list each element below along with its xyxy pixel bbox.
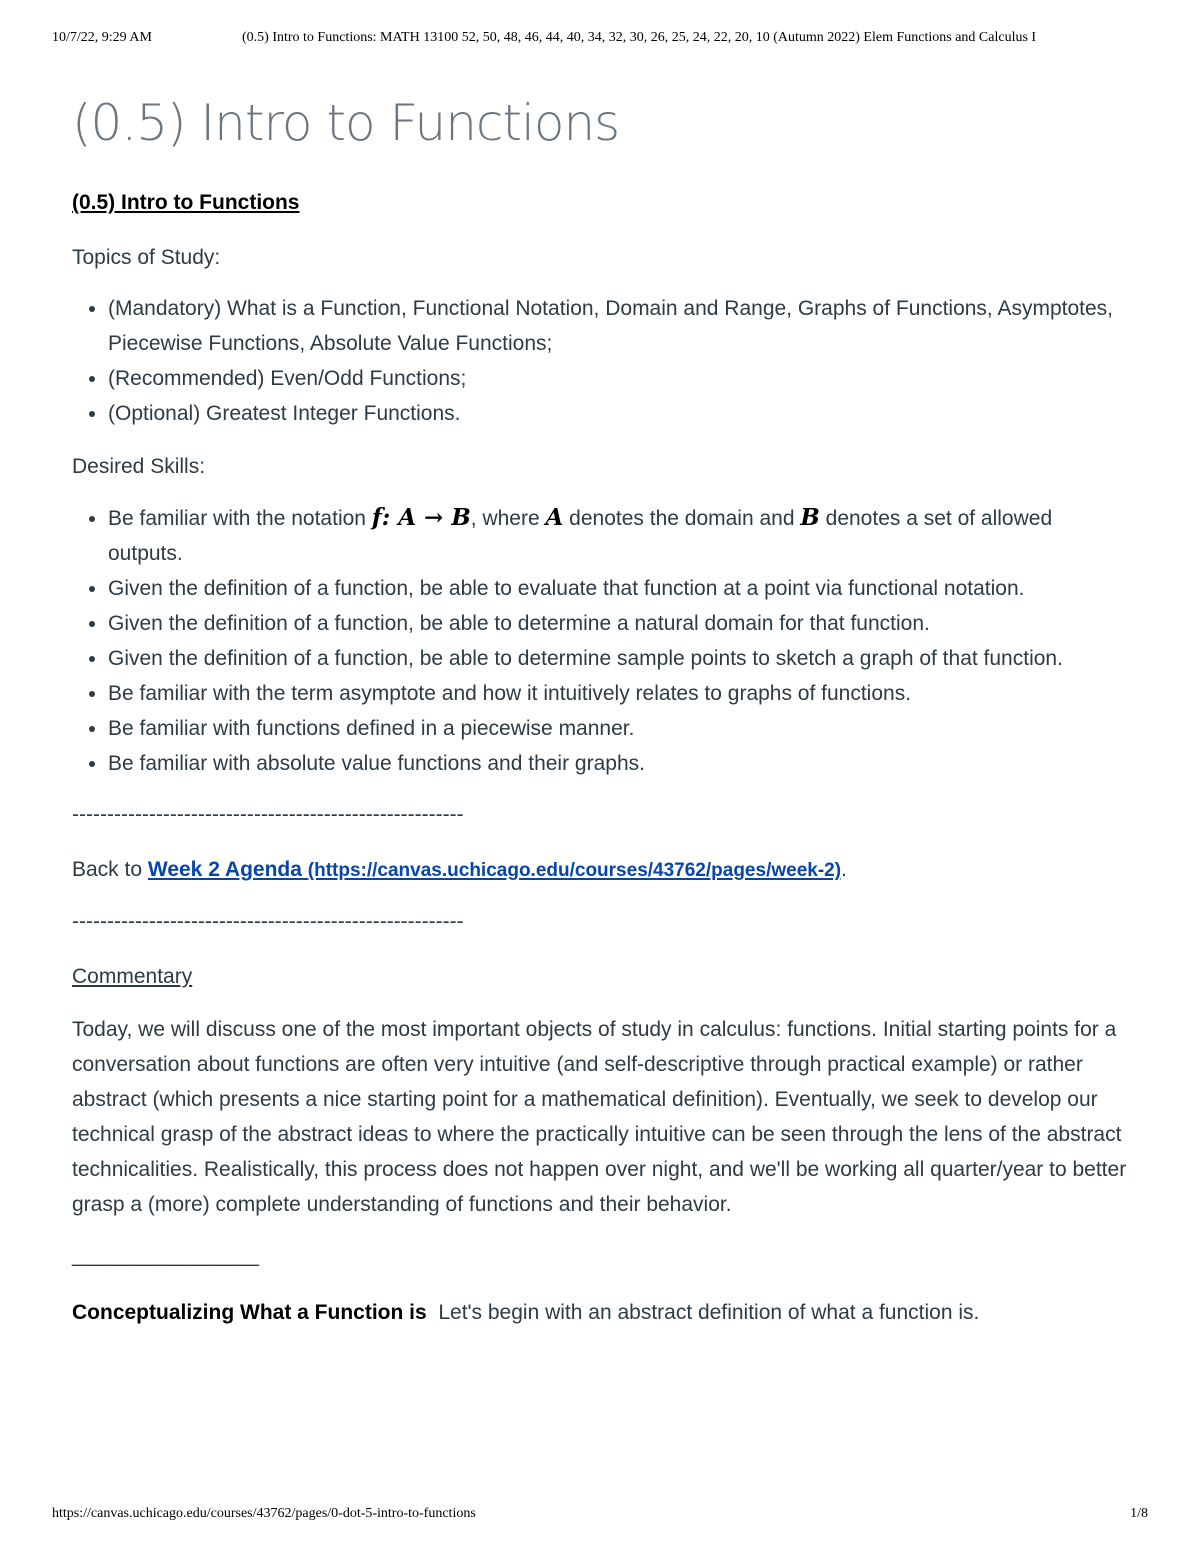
skill-notation-prefix: Be familiar with the notation xyxy=(108,507,372,530)
math-function-notation: f: A → B xyxy=(371,504,471,531)
topics-list xyxy=(72,291,1132,431)
skill-item: • Given the definition of a function, be able to determine sample points to sketch a graph of that function. xyxy=(108,641,1132,676)
divider-line: -------------------------------------------------------- xyxy=(72,803,464,826)
link-title: Week 2 Agenda xyxy=(147,858,302,881)
back-link-paragraph xyxy=(72,852,1132,888)
skill-item: • Be familiar with absolute value functions and their graphs. xyxy=(108,746,1132,781)
page-title: (0.5) Intro to Functions xyxy=(72,94,620,152)
concept-heading: Conceptualizing What a Function is xyxy=(72,1301,427,1324)
concept-paragraph xyxy=(72,1295,1132,1330)
print-timestamp: 10/7/22, 9:29 AM xyxy=(52,30,152,45)
link-url: (https://canvas.uchicago.edu/courses/43762/pages/week-2) xyxy=(307,860,842,881)
topic-item-optional: • (Optional) Greatest Integer Functions. xyxy=(108,396,1132,431)
math-codomain-symbol: B xyxy=(800,504,820,531)
page-content xyxy=(72,88,1132,1330)
week-2-agenda-link[interactable] xyxy=(148,858,841,881)
skill-item: • Given the definition of a function, be able to determine a natural domain for that function. xyxy=(108,606,1132,641)
topics-label: Topics of Study: xyxy=(72,246,221,269)
skill-notation-suffix: denotes a set of allowed outputs. xyxy=(108,507,1053,565)
skill-item-notation xyxy=(108,500,1132,571)
skill-item: • Be familiar with the term asymptote and how it intuitively relates to graphs of functions. xyxy=(108,676,1132,711)
divider-short: ________________ xyxy=(72,1244,259,1267)
divider-line: -------------------------------------------------------- xyxy=(72,910,464,933)
back-link-suffix: . xyxy=(841,858,847,881)
concept-text: Let's begin with an abstract definition of what a function is. xyxy=(438,1301,980,1324)
math-domain-symbol: A xyxy=(545,504,564,531)
commentary-heading: Commentary xyxy=(72,965,193,988)
print-url: https://canvas.uchicago.edu/courses/43762/pages/0-dot-5-intro-to-functions xyxy=(52,1506,476,1521)
skill-notation-middle2: denotes the domain and xyxy=(563,507,801,530)
back-link-prefix: Back to xyxy=(72,858,148,881)
skill-item: • Given the definition of a function, be able to evaluate that function at a point via functional notation. xyxy=(108,571,1132,606)
topic-item-mandatory: • (Mandatory) What is a Function, Functional Notation, Domain and Range, Graphs of Functions, Asymptotes, Piecewise Functions, Absolute Value Functions; xyxy=(108,291,1132,361)
skill-notation-middle1: , where xyxy=(470,507,546,530)
section-heading: (0.5) Intro to Functions xyxy=(72,191,300,214)
print-document-title: (0.5) Intro to Functions: MATH 13100 52, 50, 48, 46, 44, 40, 34, 32, 30, 26, 25, 24, 22, 20, 10 (Autumn 2022) Elem Functions and Calculus I xyxy=(242,30,1037,45)
commentary-body: Today, we will discuss one of the most important objects of study in calculus: functions. Initial starting points for a conversation about functions are often very intuitive (and self-descriptive through practical example) or rather abstract (which presents a nice starting point for a mathematical definition). Eventually, we seek to develop our technical grasp of the abstract ideas to where the practically intuitive can be seen through the lens of the abstract technicalities. Realistically, this process does not happen over night, and we'll be working all quarter/year to better grasp a (more) complete understanding of functions and their behavior. xyxy=(72,1018,1127,1216)
skills-label: Desired Skills: xyxy=(72,455,206,478)
skills-list xyxy=(72,500,1132,781)
topic-item-recommended: • (Recommended) Even/Odd Functions; xyxy=(108,361,1132,396)
print-page-number: 1/8 xyxy=(1130,1506,1148,1521)
skill-item: • Be familiar with functions defined in a piecewise manner. xyxy=(108,711,1132,746)
